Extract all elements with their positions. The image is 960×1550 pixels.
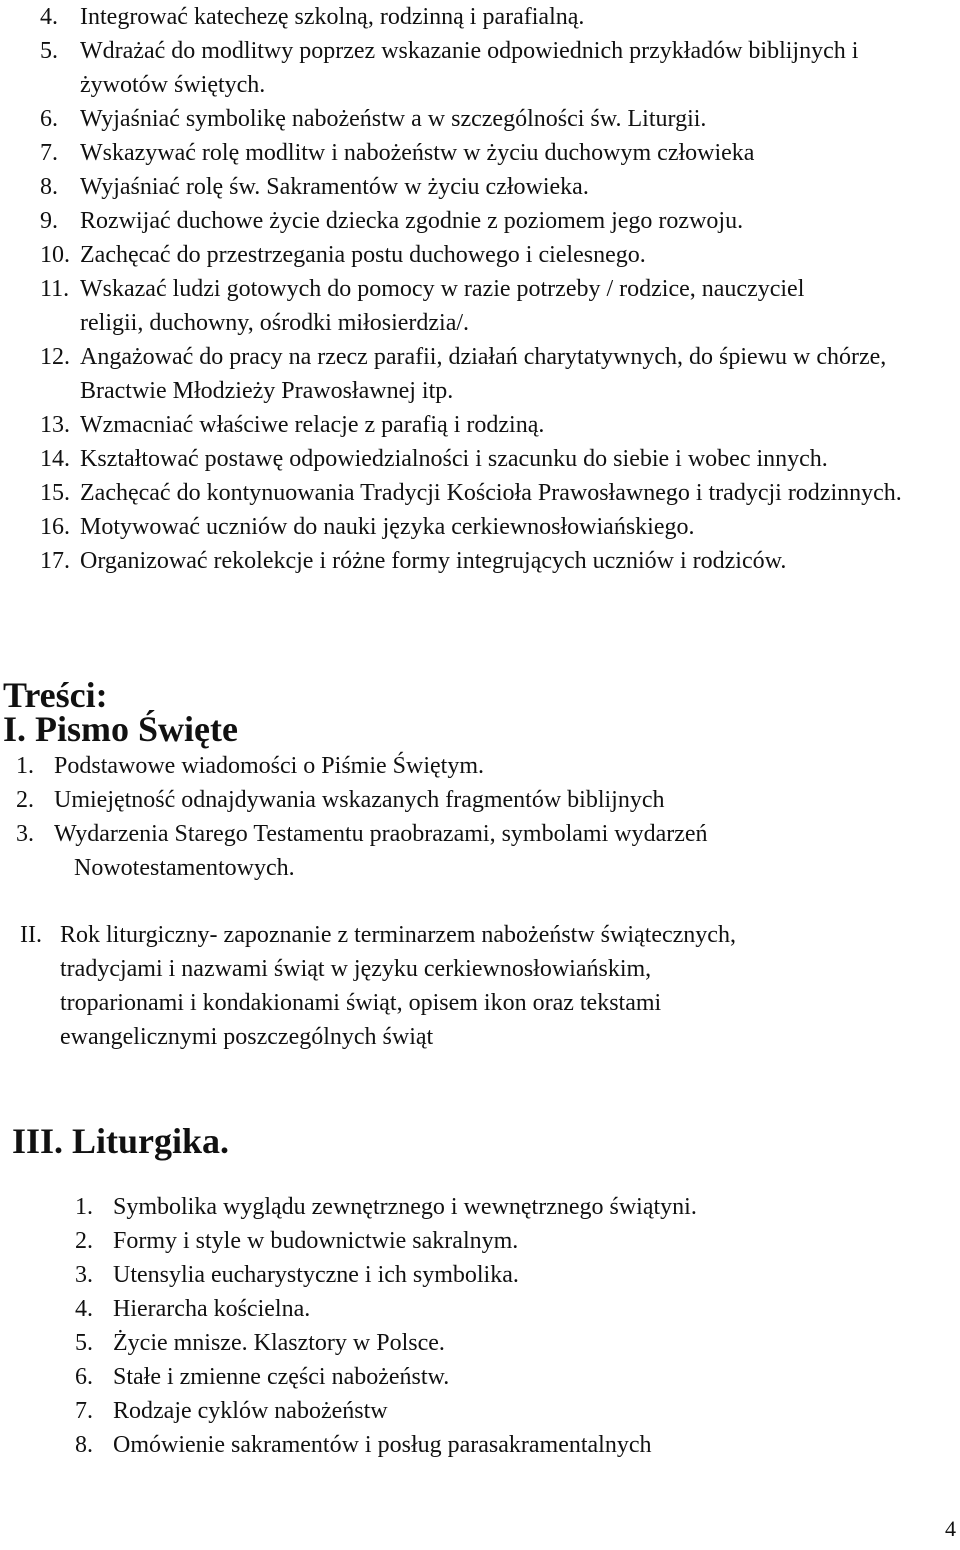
goal-text: Angażować do pracy na rzecz parafii, działań charytatywnych, do śpiewu w chórze, Bractwie Młodzieży Prawosławnej itp.	[80, 344, 887, 404]
goal-number: 13.	[40, 412, 70, 438]
goal-text: Wskazywać rolę modlitw i nabożeństw w życiu duchowym człowieka	[80, 140, 755, 166]
liturgika-number: 5.	[75, 1330, 93, 1356]
liturgika-list	[75, 1190, 935, 1462]
goal-text: Wyjaśniać rolę św. Sakramentów w życiu człowieka.	[80, 174, 589, 200]
liturgika-number: 3.	[75, 1262, 93, 1288]
liturgika-item	[75, 1360, 935, 1394]
goal-number: 11.	[40, 276, 70, 302]
goal-item	[40, 544, 958, 578]
liturgika-text: Symbolika wyglądu zewnętrznego i wewnętrznego świątyni.	[113, 1194, 697, 1220]
goal-item	[40, 102, 958, 136]
goal-number: 10.	[40, 242, 70, 268]
liturgika-item	[75, 1428, 935, 1462]
goal-text: Organizować rekolekcje i różne formy integrujących uczniów i rodziców.	[80, 548, 787, 574]
liturgika-text: Życie mnisze. Klasztory w Polsce.	[113, 1330, 445, 1356]
liturgika-text: Hierarcha kościelna.	[113, 1296, 311, 1322]
liturgika-number: 6.	[75, 1364, 93, 1390]
goal-number: 8.	[40, 174, 58, 200]
liturgika-text: Formy i style w budownictwie sakralnym.	[113, 1228, 519, 1254]
liturgika-item	[75, 1292, 935, 1326]
goal-text: Wyjaśniać symbolikę nabożeństw a w szczególności św. Liturgii.	[80, 106, 707, 132]
liturgika-item	[75, 1326, 935, 1360]
goal-number: 7.	[40, 140, 58, 166]
liturgika-text: Rodzaje cyklów nabożeństw	[113, 1398, 388, 1424]
goal-item	[40, 340, 958, 408]
goal-item	[40, 476, 958, 510]
rok-number: II.	[20, 922, 42, 948]
liturgika-text: Omówienie sakramentów i posług parasakramentalnych	[113, 1432, 652, 1458]
goal-item	[40, 170, 958, 204]
goal-text: Integrować katechezę szkolną, rodzinną i parafialną.	[80, 4, 585, 30]
liturgika-number: 8.	[75, 1432, 93, 1458]
section-rok-liturgiczny	[20, 918, 880, 1054]
liturgika-number: 1.	[75, 1194, 93, 1220]
goal-text: Zachęcać do przestrzegania postu duchowego i cielesnego.	[80, 242, 646, 268]
liturgika-item	[75, 1190, 935, 1224]
page-number: 4	[945, 1516, 956, 1541]
goal-text: Zachęcać do kontynuowania Tradycji Kościoła Prawosławnego i tradycji rodzinnych.	[80, 480, 902, 506]
goal-text: Wdrażać do modlitwy poprzez wskazanie odpowiednich przykładów biblijnych i żywotów świętych.	[80, 38, 859, 98]
goal-number: 4.	[40, 4, 58, 30]
goal-item	[40, 136, 958, 170]
liturgika-item	[75, 1224, 935, 1258]
pismo-text: Umiejętność odnajdywania wskazanych fragmentów biblijnych	[54, 787, 665, 813]
goal-text: Kształtować postawę odpowiedzialności i szacunku do siebie i wobec innych.	[80, 446, 828, 472]
liturgika-number: 4.	[75, 1296, 93, 1322]
goal-number: 17.	[40, 548, 70, 574]
goal-text: Rozwijać duchowe życie dziecka zgodnie z poziomem jego rozwoju.	[80, 208, 744, 234]
goal-item	[40, 34, 958, 102]
goal-item	[40, 204, 958, 238]
goal-item	[40, 0, 958, 34]
pismo-item	[16, 817, 916, 885]
liturgika-number: 7.	[75, 1398, 93, 1424]
liturgika-text: Utensylia eucharystyczne i ich symbolika.	[113, 1262, 519, 1288]
goal-number: 9.	[40, 208, 58, 234]
goals-list	[40, 0, 958, 578]
contents-heading: Treści:	[3, 675, 108, 715]
pismo-number: 2.	[16, 787, 34, 813]
goal-number: 15.	[40, 480, 70, 506]
pismo-list	[16, 749, 916, 885]
goal-item	[40, 238, 958, 272]
pismo-item	[16, 749, 916, 783]
goal-number: 12.	[40, 344, 70, 370]
goal-number: 16.	[40, 514, 70, 540]
goal-text: Wzmacniać właściwe relacje z parafią i rodziną.	[80, 412, 545, 438]
goal-item	[40, 510, 958, 544]
liturgika-item	[75, 1258, 935, 1292]
goal-item	[40, 272, 958, 340]
goal-item	[40, 442, 958, 476]
section-heading-pismo: I. Pismo Święte	[3, 709, 238, 749]
liturgika-number: 2.	[75, 1228, 93, 1254]
pismo-number: 3.	[16, 821, 34, 847]
goal-number: 14.	[40, 446, 70, 472]
pismo-text: Podstawowe wiadomości o Piśmie Świętym.	[54, 753, 484, 779]
pismo-number: 1.	[16, 753, 34, 779]
goal-item	[40, 408, 958, 442]
goal-text: Motywować uczniów do nauki języka cerkiewnosłowiańskiego.	[80, 514, 695, 540]
pismo-item	[16, 783, 916, 817]
goal-text: Wskazać ludzi gotowych do pomocy w razie potrzeby / rodzice, nauczyciel religii, duchowny, ośrodki miłosierdzia/.	[80, 276, 805, 336]
rok-text: Rok liturgiczny- zapoznanie z terminarzem nabożeństw świątecznych, tradycjami i nazwami świąt w języku cerkiewnosłowiańskim, troparionami i kondakionami świąt, opisem ikon oraz tekstami ewangelicznymi poszczególnych świąt	[60, 922, 736, 1050]
liturgika-item	[75, 1394, 935, 1428]
pismo-text: Wydarzenia Starego Testamentu praobrazami, symbolami wydarzeń Nowotestamentowych.	[54, 821, 708, 881]
liturgika-text: Stałe i zmienne części nabożeństw.	[113, 1364, 450, 1390]
section-heading-liturgika: III. Liturgika.	[12, 1121, 230, 1161]
goal-number: 6.	[40, 106, 58, 132]
goal-number: 5.	[40, 38, 58, 64]
